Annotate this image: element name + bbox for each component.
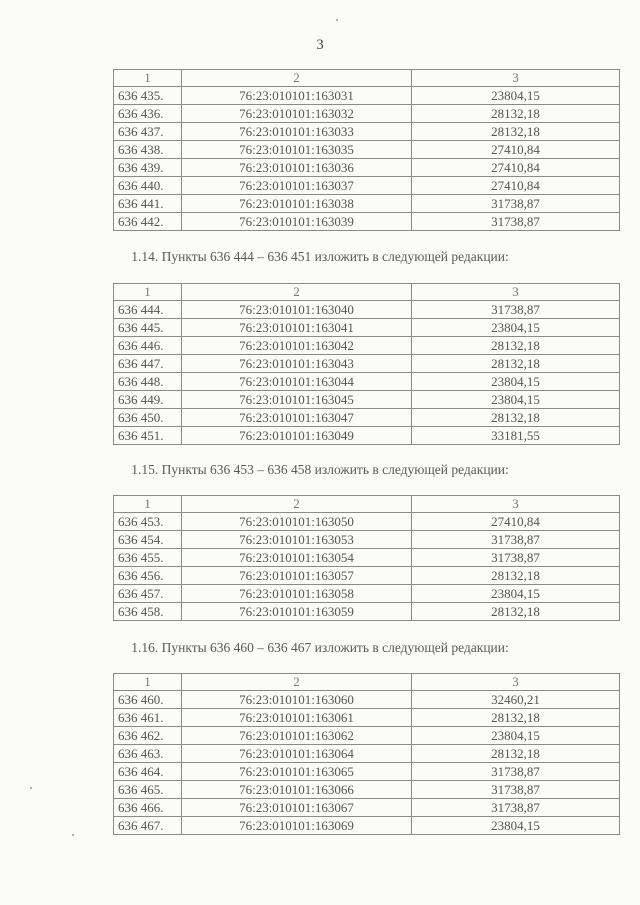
cadastral-number-cell: 76:23:010101:163067 [182, 799, 412, 817]
data-table-3 [113, 495, 620, 621]
value-cell: 28132,18 [412, 745, 620, 763]
table-block-2 [113, 283, 619, 445]
value-cell: 23804,15 [412, 373, 620, 391]
value-cell: 28132,18 [412, 409, 620, 427]
value-cell: 23804,15 [412, 727, 620, 745]
data-table-1 [113, 69, 620, 231]
cadastral-number-cell: 76:23:010101:163039 [182, 213, 412, 231]
table-header-row [114, 284, 620, 301]
table-row [114, 817, 620, 835]
table-row [114, 727, 620, 745]
cadastral-number-cell: 76:23:010101:163049 [182, 427, 412, 445]
table-row [114, 87, 620, 105]
cadastral-number-cell: 76:23:010101:163059 [182, 603, 412, 621]
value-cell: 31738,87 [412, 213, 620, 231]
item-number-cell: 636 458. [114, 603, 182, 621]
table-row [114, 105, 620, 123]
item-number-cell: 636 463. [114, 745, 182, 763]
item-number-cell: 636 455. [114, 549, 182, 567]
cadastral-number-cell: 76:23:010101:163037 [182, 177, 412, 195]
value-cell: 28132,18 [412, 567, 620, 585]
table-row [114, 213, 620, 231]
cadastral-number-cell: 76:23:010101:163066 [182, 781, 412, 799]
table-row [114, 355, 620, 373]
cadastral-number-cell: 76:23:010101:163045 [182, 391, 412, 409]
value-cell: 23804,15 [412, 817, 620, 835]
table-row [114, 781, 620, 799]
value-cell: 23804,15 [412, 391, 620, 409]
table-row [114, 549, 620, 567]
value-cell: 31738,87 [412, 799, 620, 817]
value-cell: 28132,18 [412, 105, 620, 123]
section-heading-1-16: 1.16. Пункты 636 460 – 636 467 изложить в следующей редакции: [131, 640, 509, 655]
page-number: 3 [316, 37, 324, 53]
item-number-cell: 636 436. [114, 105, 182, 123]
item-number-cell: 636 466. [114, 799, 182, 817]
cadastral-number-cell: 76:23:010101:163050 [182, 513, 412, 531]
column-header-1: 1 [114, 284, 182, 301]
table-header-row [114, 496, 620, 513]
item-number-cell: 636 446. [114, 337, 182, 355]
item-number-cell: 636 465. [114, 781, 182, 799]
item-number-cell: 636 447. [114, 355, 182, 373]
item-number-cell: 636 467. [114, 817, 182, 835]
scan-speck [30, 787, 32, 789]
item-number-cell: 636 460. [114, 691, 182, 709]
table-block-1 [113, 69, 619, 231]
table-row [114, 141, 620, 159]
column-header-3: 3 [412, 496, 620, 513]
column-header-3: 3 [412, 70, 620, 87]
cadastral-number-cell: 76:23:010101:163065 [182, 763, 412, 781]
table-row [114, 409, 620, 427]
section-heading-1-14: 1.14. Пункты 636 444 – 636 451 изложить в следующей редакции: [131, 249, 509, 264]
table-row [114, 603, 620, 621]
table-row [114, 373, 620, 391]
column-header-2: 2 [182, 674, 412, 691]
cadastral-number-cell: 76:23:010101:163038 [182, 195, 412, 213]
value-cell: 27410,84 [412, 141, 620, 159]
table-row [114, 195, 620, 213]
table-row [114, 177, 620, 195]
cadastral-number-cell: 76:23:010101:163036 [182, 159, 412, 177]
item-number-cell: 636 439. [114, 159, 182, 177]
value-cell: 33181,55 [412, 427, 620, 445]
value-cell: 31738,87 [412, 195, 620, 213]
table-header-row [114, 70, 620, 87]
table-row [114, 319, 620, 337]
scan-speck [336, 19, 338, 21]
item-number-cell: 636 461. [114, 709, 182, 727]
table-block-3 [113, 495, 619, 621]
cadastral-number-cell: 76:23:010101:163047 [182, 409, 412, 427]
column-header-1: 1 [114, 70, 182, 87]
table-row [114, 513, 620, 531]
value-cell: 28132,18 [412, 337, 620, 355]
value-cell: 23804,15 [412, 585, 620, 603]
table-row [114, 745, 620, 763]
cadastral-number-cell: 76:23:010101:163061 [182, 709, 412, 727]
cadastral-number-cell: 76:23:010101:163043 [182, 355, 412, 373]
table-row [114, 531, 620, 549]
cadastral-number-cell: 76:23:010101:163044 [182, 373, 412, 391]
cadastral-number-cell: 76:23:010101:163040 [182, 301, 412, 319]
column-header-3: 3 [412, 674, 620, 691]
item-number-cell: 636 454. [114, 531, 182, 549]
value-cell: 23804,15 [412, 319, 620, 337]
cadastral-number-cell: 76:23:010101:163069 [182, 817, 412, 835]
item-number-cell: 636 438. [114, 141, 182, 159]
cadastral-number-cell: 76:23:010101:163042 [182, 337, 412, 355]
value-cell: 27410,84 [412, 159, 620, 177]
data-table-2 [113, 283, 620, 445]
scan-speck [72, 834, 74, 836]
cadastral-number-cell: 76:23:010101:163064 [182, 745, 412, 763]
item-number-cell: 636 435. [114, 87, 182, 105]
column-header-2: 2 [182, 70, 412, 87]
table-header-row [114, 674, 620, 691]
value-cell: 32460,21 [412, 691, 620, 709]
table-row [114, 799, 620, 817]
item-number-cell: 636 449. [114, 391, 182, 409]
value-cell: 27410,84 [412, 513, 620, 531]
item-number-cell: 636 457. [114, 585, 182, 603]
value-cell: 31738,87 [412, 301, 620, 319]
value-cell: 31738,87 [412, 781, 620, 799]
cadastral-number-cell: 76:23:010101:163060 [182, 691, 412, 709]
item-number-cell: 636 448. [114, 373, 182, 391]
column-header-2: 2 [182, 496, 412, 513]
cadastral-number-cell: 76:23:010101:163033 [182, 123, 412, 141]
item-number-cell: 636 437. [114, 123, 182, 141]
cadastral-number-cell: 76:23:010101:163035 [182, 141, 412, 159]
section-heading-1-15: 1.15. Пункты 636 453 – 636 458 изложить в следующей редакции: [131, 462, 509, 477]
table-row [114, 301, 620, 319]
table-row [114, 567, 620, 585]
table-row [114, 763, 620, 781]
item-number-cell: 636 442. [114, 213, 182, 231]
table-row [114, 709, 620, 727]
table-row [114, 123, 620, 141]
cadastral-number-cell: 76:23:010101:163057 [182, 567, 412, 585]
column-header-1: 1 [114, 674, 182, 691]
value-cell: 31738,87 [412, 531, 620, 549]
value-cell: 28132,18 [412, 709, 620, 727]
item-number-cell: 636 450. [114, 409, 182, 427]
item-number-cell: 636 440. [114, 177, 182, 195]
item-number-cell: 636 462. [114, 727, 182, 745]
cadastral-number-cell: 76:23:010101:163031 [182, 87, 412, 105]
table-block-4 [113, 673, 619, 835]
column-header-1: 1 [114, 496, 182, 513]
table-row [114, 391, 620, 409]
item-number-cell: 636 441. [114, 195, 182, 213]
item-number-cell: 636 453. [114, 513, 182, 531]
cadastral-number-cell: 76:23:010101:163053 [182, 531, 412, 549]
item-number-cell: 636 444. [114, 301, 182, 319]
value-cell: 28132,18 [412, 355, 620, 373]
column-header-3: 3 [412, 284, 620, 301]
cadastral-number-cell: 76:23:010101:163032 [182, 105, 412, 123]
column-header-2: 2 [182, 284, 412, 301]
item-number-cell: 636 445. [114, 319, 182, 337]
value-cell: 31738,87 [412, 549, 620, 567]
cadastral-number-cell: 76:23:010101:163054 [182, 549, 412, 567]
value-cell: 31738,87 [412, 763, 620, 781]
item-number-cell: 636 456. [114, 567, 182, 585]
value-cell: 28132,18 [412, 603, 620, 621]
cadastral-number-cell: 76:23:010101:163058 [182, 585, 412, 603]
value-cell: 27410,84 [412, 177, 620, 195]
item-number-cell: 636 451. [114, 427, 182, 445]
item-number-cell: 636 464. [114, 763, 182, 781]
table-row [114, 585, 620, 603]
table-row [114, 337, 620, 355]
table-row [114, 427, 620, 445]
cadastral-number-cell: 76:23:010101:163041 [182, 319, 412, 337]
table-row [114, 159, 620, 177]
value-cell: 23804,15 [412, 87, 620, 105]
cadastral-number-cell: 76:23:010101:163062 [182, 727, 412, 745]
data-table-4 [113, 673, 620, 835]
value-cell: 28132,18 [412, 123, 620, 141]
table-row [114, 691, 620, 709]
